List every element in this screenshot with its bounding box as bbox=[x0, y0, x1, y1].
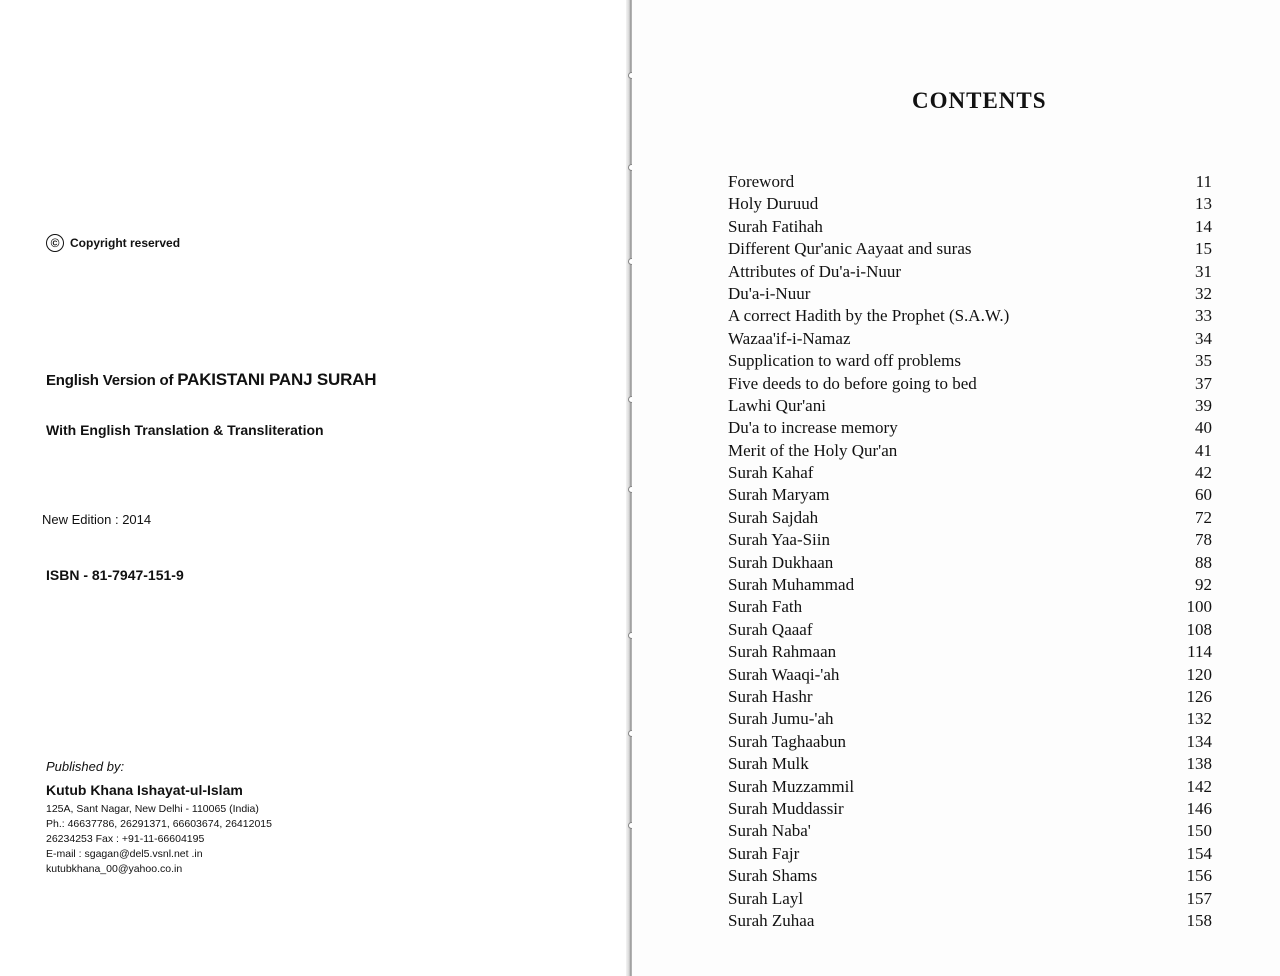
toc-entry-page: 15 bbox=[1195, 239, 1212, 259]
toc-entry-title: Surah Muzzammil bbox=[728, 776, 855, 796]
publisher-details bbox=[46, 802, 272, 877]
toc-entry-title: Surah Muddassir bbox=[728, 798, 844, 818]
title-main: PAKISTANI PANJ SURAH bbox=[177, 370, 377, 389]
toc-entry-page: 40 bbox=[1195, 418, 1212, 438]
toc-entry-page: 146 bbox=[1186, 798, 1212, 818]
copyright-notice bbox=[46, 234, 180, 252]
toc-entry bbox=[728, 732, 1212, 754]
toc-entry bbox=[728, 844, 1212, 866]
toc-entry-page: 134 bbox=[1186, 731, 1212, 751]
toc-entry-title: A correct Hadith by the Prophet (S.A.W.) bbox=[728, 306, 1010, 326]
toc-entry bbox=[728, 597, 1212, 619]
toc-entry-title: Surah Yaa-Siin bbox=[728, 530, 831, 550]
toc-entry-title: Surah Sajdah bbox=[728, 507, 819, 527]
toc-entry-page: 138 bbox=[1186, 754, 1212, 774]
toc-entry-page: 100 bbox=[1186, 597, 1212, 617]
isbn-text: ISBN - 81-7947-151-9 bbox=[46, 567, 184, 583]
toc-entry bbox=[728, 172, 1212, 194]
toc-entry-page: 39 bbox=[1195, 395, 1212, 415]
toc-entry-title: Foreword bbox=[728, 172, 795, 191]
toc-entry bbox=[728, 821, 1212, 843]
toc-entry bbox=[728, 642, 1212, 664]
toc-entry-page: 72 bbox=[1195, 507, 1212, 527]
toc-entry bbox=[728, 284, 1212, 306]
toc-entry-page: 92 bbox=[1195, 575, 1212, 595]
toc-entry bbox=[728, 396, 1212, 418]
toc-entry-title: Du'a-i-Nuur bbox=[728, 283, 811, 303]
toc-entry bbox=[728, 508, 1212, 530]
toc-entry-page: 41 bbox=[1195, 440, 1212, 460]
toc-entry-title: Surah Mulk bbox=[728, 754, 809, 774]
toc-entry-title: Wazaa'if-i-Namaz bbox=[728, 328, 851, 348]
toc-entry bbox=[728, 866, 1212, 888]
toc-entry-page: 35 bbox=[1195, 351, 1212, 371]
toc-entry-title: Surah Layl bbox=[728, 888, 804, 908]
toc-entry-title: Lawhi Qur'ani bbox=[728, 395, 826, 415]
toc-entry-page: 34 bbox=[1195, 328, 1212, 348]
table-of-contents bbox=[728, 172, 1212, 933]
toc-entry bbox=[728, 194, 1212, 216]
toc-entry bbox=[728, 709, 1212, 731]
toc-entry-page: 13 bbox=[1195, 194, 1212, 214]
toc-entry bbox=[728, 799, 1212, 821]
toc-entry-page: 31 bbox=[1195, 261, 1212, 281]
toc-entry-page: 14 bbox=[1195, 216, 1212, 236]
toc-entry bbox=[728, 665, 1212, 687]
toc-entry-title: Five deeds to do before going to bed bbox=[728, 373, 977, 393]
toc-entry-title: Surah Dukhaan bbox=[728, 552, 834, 572]
publisher-name: Kutub Khana Ishayat-ul-Islam bbox=[46, 782, 243, 798]
toc-entry-title: Surah Kahaf bbox=[728, 463, 814, 483]
toc-entry bbox=[728, 553, 1212, 575]
toc-entry-page: 78 bbox=[1195, 530, 1212, 550]
copyright-text: Copyright reserved bbox=[70, 236, 181, 250]
toc-entry bbox=[728, 351, 1212, 373]
toc-entry-title: Surah Maryam bbox=[728, 485, 830, 505]
toc-entry-page: 132 bbox=[1186, 709, 1212, 729]
copyright-icon: © bbox=[46, 234, 64, 252]
book-title bbox=[46, 370, 376, 390]
toc-entry bbox=[728, 687, 1212, 709]
toc-entry bbox=[728, 441, 1212, 463]
toc-entry-title: Surah Fajr bbox=[728, 843, 800, 863]
toc-entry bbox=[728, 374, 1212, 396]
toc-entry bbox=[728, 418, 1212, 440]
toc-entry-title: Surah Naba' bbox=[728, 821, 811, 841]
toc-entry bbox=[728, 306, 1212, 328]
toc-entry-page: 142 bbox=[1186, 776, 1212, 796]
toc-entry bbox=[728, 777, 1212, 799]
toc-entry bbox=[728, 754, 1212, 776]
toc-entry bbox=[728, 329, 1212, 351]
toc-entry-page: 156 bbox=[1186, 866, 1212, 886]
imprint-page bbox=[0, 0, 628, 976]
toc-entry-page: 88 bbox=[1195, 552, 1212, 572]
toc-entry-title: Supplication to ward off problems bbox=[728, 351, 961, 371]
toc-entry-page: 37 bbox=[1195, 373, 1212, 393]
toc-entry bbox=[728, 575, 1212, 597]
toc-entry-title: Surah Fatihah bbox=[728, 216, 823, 236]
toc-entry-title: Surah Rahmaan bbox=[728, 642, 837, 662]
toc-entry-title: Surah Waaqi-'ah bbox=[728, 664, 840, 684]
publisher-fax: 26234253 Fax : +91-11-66604195 bbox=[46, 833, 205, 845]
edition-text: New Edition : 2014 bbox=[42, 512, 152, 527]
toc-entry bbox=[728, 530, 1212, 552]
toc-entry bbox=[728, 262, 1212, 284]
toc-entry bbox=[728, 889, 1212, 911]
publisher-email: E-mail : sgagan@del5.vsnl.net .in bbox=[46, 848, 203, 860]
toc-entry bbox=[728, 463, 1212, 485]
toc-entry-title: Surah Taghaabun bbox=[728, 731, 846, 751]
toc-entry-page: 11 bbox=[1195, 172, 1212, 191]
toc-entry-title: Surah Jumu-'ah bbox=[728, 709, 834, 729]
toc-entry-page: 42 bbox=[1195, 463, 1212, 483]
toc-entry-title: Holy Duruud bbox=[728, 194, 819, 214]
toc-entry-page: 157 bbox=[1186, 888, 1212, 908]
toc-entry bbox=[728, 620, 1212, 642]
toc-entry-page: 120 bbox=[1186, 664, 1212, 684]
publisher-address: 125A, Sant Nagar, New Delhi - 110065 (India) bbox=[46, 803, 259, 815]
toc-entry-title: Surah Zuhaa bbox=[728, 910, 815, 930]
toc-entry-page: 114 bbox=[1187, 642, 1212, 662]
toc-entry bbox=[728, 239, 1212, 261]
toc-entry-title: Surah Fath bbox=[728, 597, 803, 617]
contents-heading: CONTENTS bbox=[912, 88, 1047, 113]
toc-entry-page: 60 bbox=[1195, 485, 1212, 505]
toc-entry-title: Surah Muhammad bbox=[728, 575, 855, 595]
publisher-email-alt: kutubkhana_00@yahoo.co.in bbox=[46, 863, 183, 875]
toc-entry-title: Merit of the Holy Qur'an bbox=[728, 440, 898, 460]
toc-entry-title: Attributes of Du'a-i-Nuur bbox=[728, 261, 902, 281]
toc-entry-title: Surah Hashr bbox=[728, 686, 813, 706]
title-prefix: English Version of bbox=[46, 372, 174, 389]
toc-entry-page: 33 bbox=[1195, 306, 1212, 326]
toc-entry bbox=[728, 485, 1212, 507]
toc-entry-page: 150 bbox=[1186, 821, 1212, 841]
toc-entry-title: Different Qur'anic Aayaat and suras bbox=[728, 239, 972, 259]
toc-entry-page: 108 bbox=[1186, 619, 1212, 639]
toc-entry bbox=[728, 911, 1212, 933]
toc-entry-page: 126 bbox=[1186, 686, 1212, 706]
book-subtitle: With English Translation & Transliteration bbox=[46, 422, 324, 438]
publisher-phone: Ph.: 46637786, 26291371, 66603674, 26412015 bbox=[46, 818, 272, 830]
published-by-label: Published by: bbox=[46, 759, 125, 774]
toc-entry-title: Surah Qaaaf bbox=[728, 619, 813, 639]
toc-entry-page: 158 bbox=[1186, 910, 1212, 930]
toc-entry-title: Du'a to increase memory bbox=[728, 418, 898, 438]
toc-entry bbox=[728, 217, 1212, 239]
toc-entry-page: 32 bbox=[1195, 283, 1212, 303]
toc-entry-title: Surah Shams bbox=[728, 866, 818, 886]
toc-entry-page: 154 bbox=[1186, 843, 1212, 863]
